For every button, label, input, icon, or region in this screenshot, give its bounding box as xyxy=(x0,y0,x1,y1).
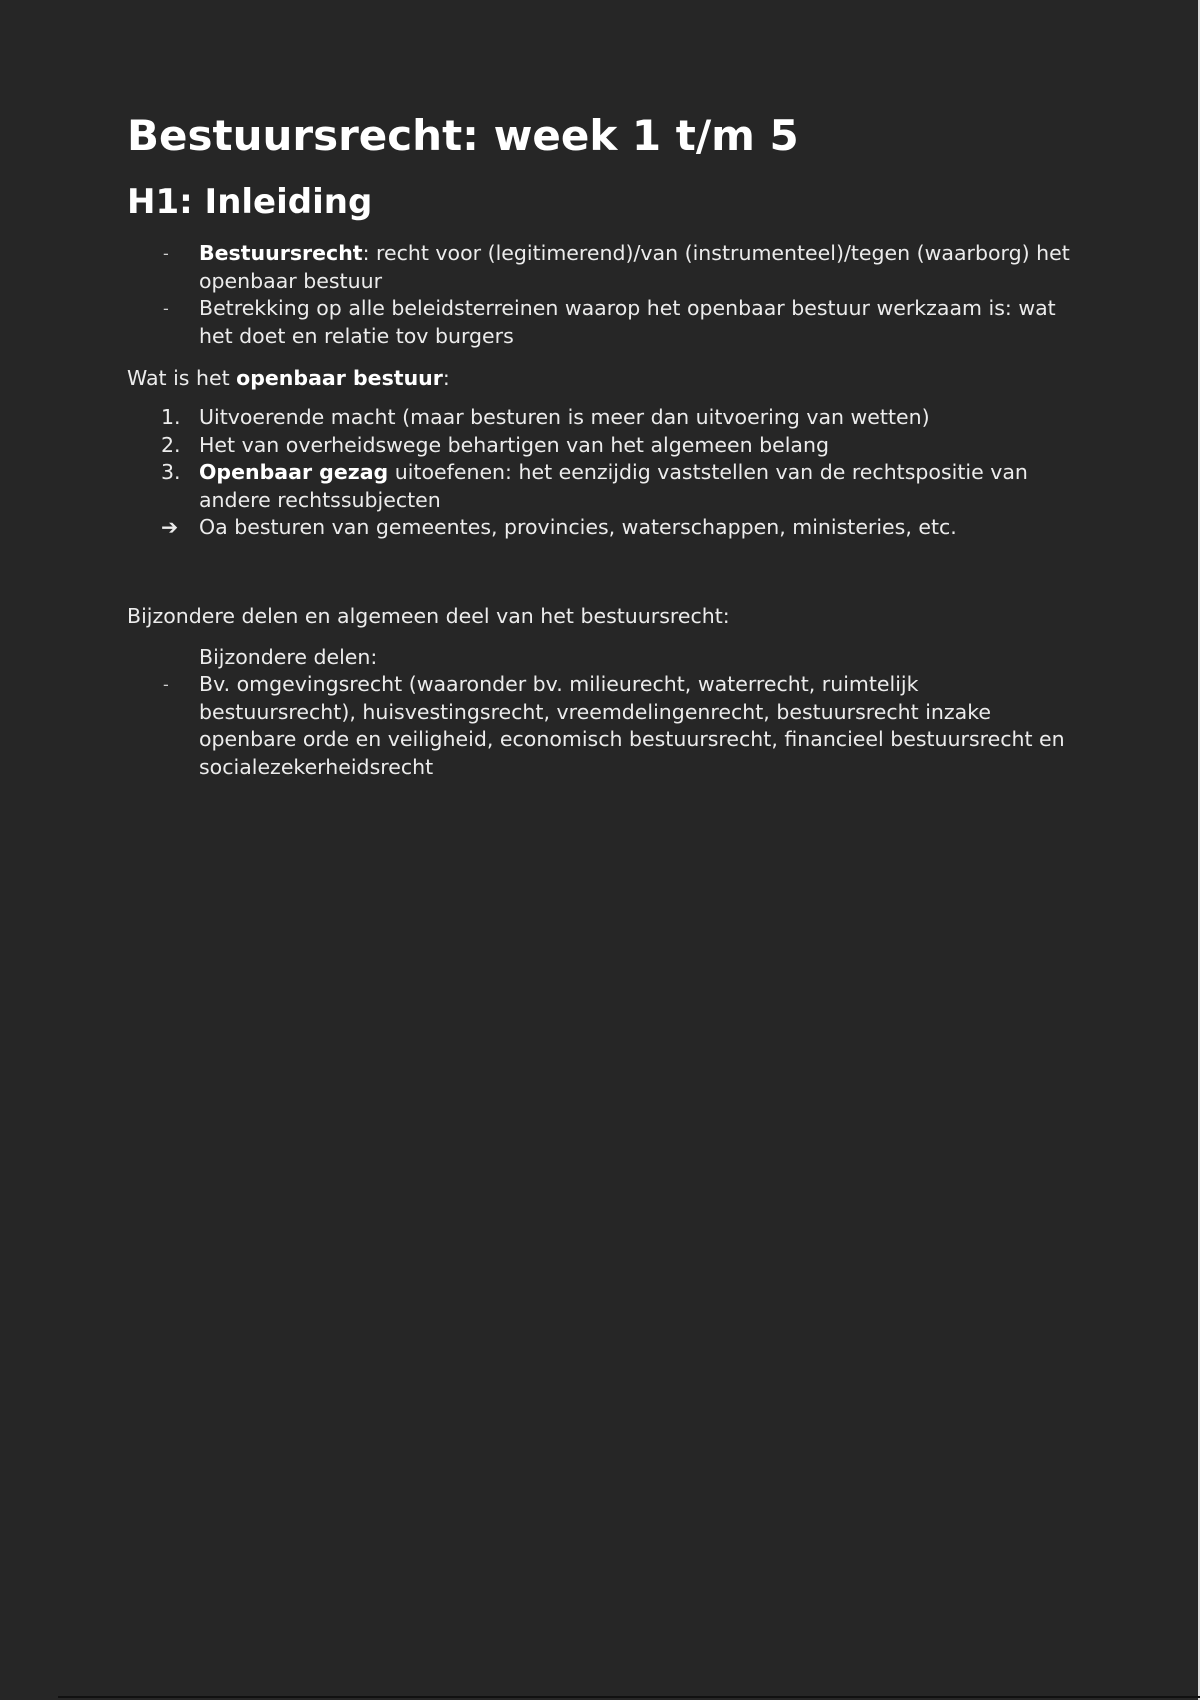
bullet-item xyxy=(127,671,1077,781)
question-prefix: Wat is het xyxy=(127,366,237,390)
section-heading-inleiding: H1: Inleiding xyxy=(127,182,373,222)
document-content xyxy=(127,110,1077,781)
question-bold: openbaar bestuur xyxy=(236,366,443,390)
numbered-text: uitoefenen: het eenzijdig vaststellen van de rechtspositie van andere rechtssubjecten xyxy=(199,460,1028,512)
dash-marker: - xyxy=(163,675,169,694)
bullet-text: Bv. omgevingsrecht (waaronder bv. milieurecht, waterrecht, ruimtelijk bestuursrecht), huisvestingsrecht, vreemdelingenrecht, bestuursrecht inzake openbare orde en veiligheid, economisch bestuursrecht, financieel bestuursrecht en socialezekerheidsrecht xyxy=(199,672,1065,779)
sub-heading: Bijzondere delen: xyxy=(199,644,378,669)
bullet-item xyxy=(127,240,1077,295)
bullet-text: : recht voor (legitimerend)/van (instrumenteel)/tegen (waarborg) het openbaar bestuur xyxy=(199,241,1070,293)
number-marker: 3. xyxy=(161,460,181,484)
numbered-text: Uitvoerende macht (maar besturen is meer dan uitvoering van wetten) xyxy=(199,405,930,429)
numbered-item xyxy=(127,432,1077,460)
numbered-text: Het van overheidswege behartigen van het algemeen belang xyxy=(199,432,829,457)
number-marker: 2. xyxy=(161,432,181,457)
question-paragraph xyxy=(127,364,1077,392)
dash-marker: - xyxy=(163,299,169,318)
bullet-item xyxy=(127,295,1077,350)
numbered-item xyxy=(127,404,1077,432)
document-title: Bestuursrecht: week 1 t/m 5 xyxy=(127,111,799,160)
numbered-item xyxy=(127,459,1077,514)
bold-term: Bestuursrecht xyxy=(199,241,363,265)
arrow-icon: ➔ xyxy=(161,515,179,539)
arrow-item xyxy=(127,514,1077,542)
bold-term: Openbaar gezag xyxy=(199,460,389,484)
parts-intro-paragraph: Bijzondere delen en algemeen deel van het bestuursrecht: xyxy=(127,603,730,628)
question-suffix: : xyxy=(442,366,450,390)
page-bottom-rule xyxy=(58,1696,1200,1698)
arrow-text: Oa besturen van gemeentes, provincies, waterschappen, ministeries, etc. xyxy=(199,515,957,539)
dash-marker: - xyxy=(163,244,169,263)
bullet-text: Betrekking op alle beleidsterreinen waarop het openbaar bestuur werkzaam is: wat het doet en relatie tov burgers xyxy=(199,296,1056,348)
number-marker: 1. xyxy=(161,405,181,429)
